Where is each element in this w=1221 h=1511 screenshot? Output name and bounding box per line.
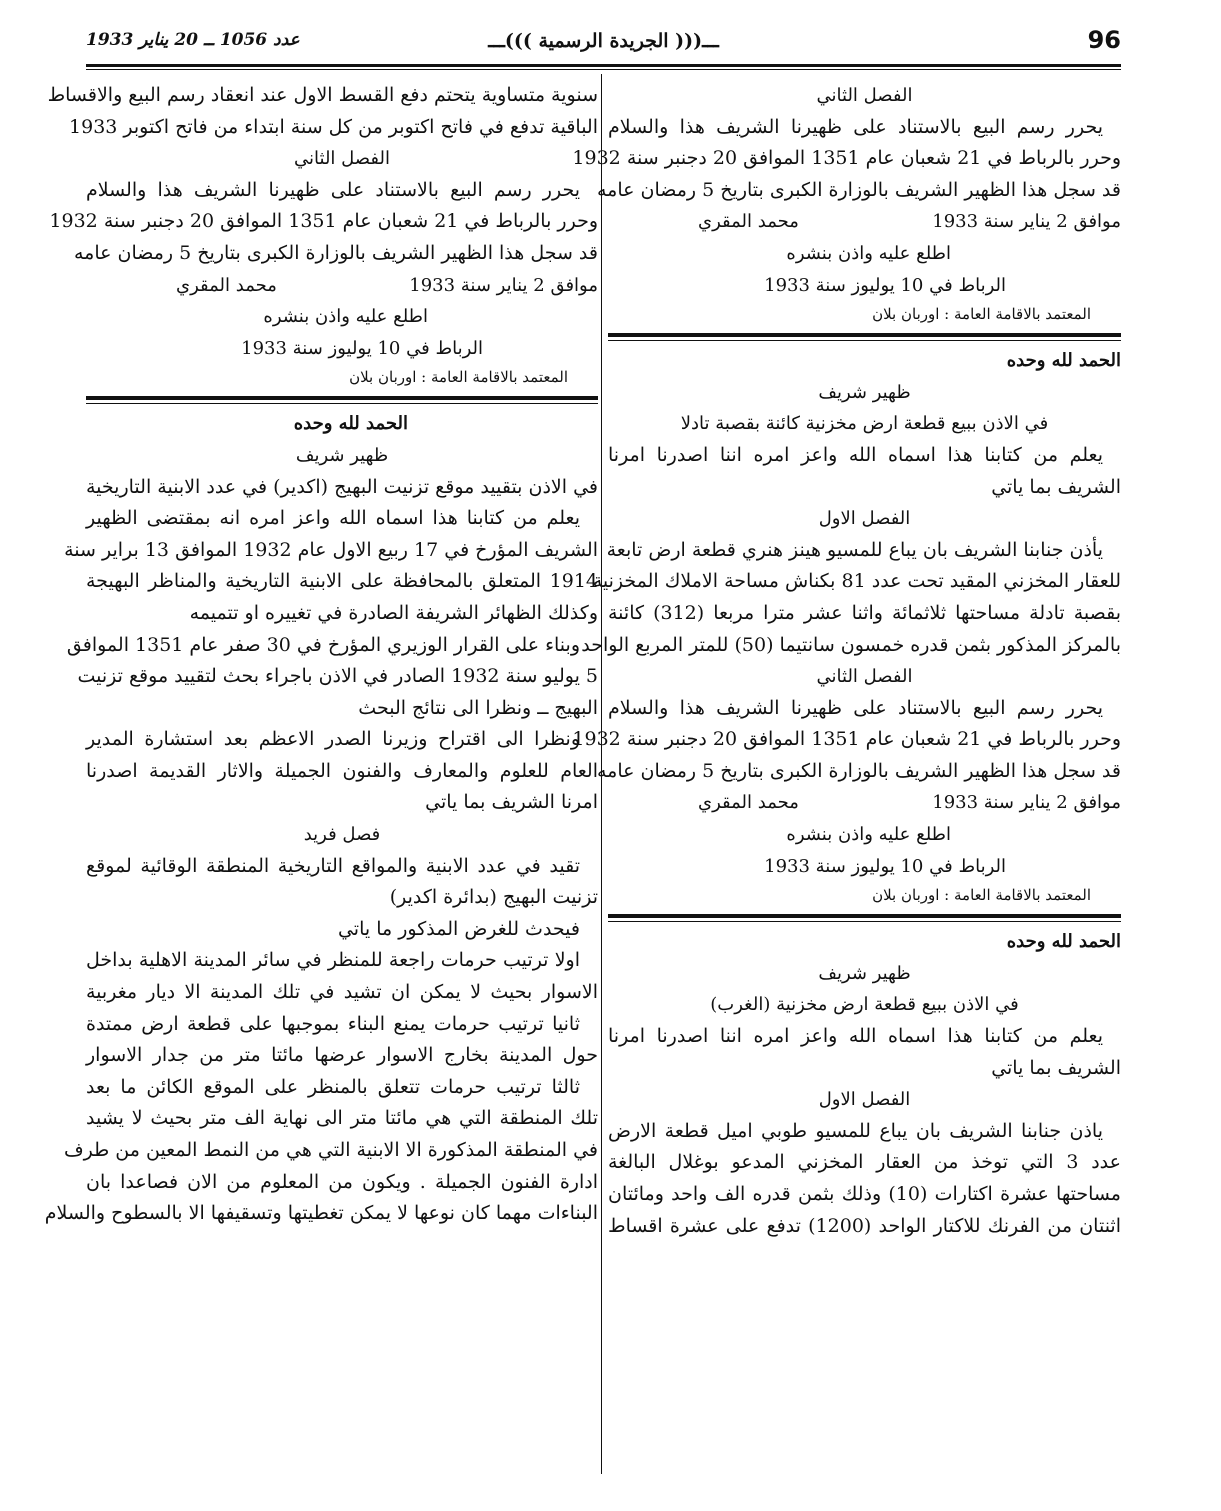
signer-name: محمد المقري	[698, 211, 799, 233]
section-heading: الفصل الثاني	[294, 148, 390, 170]
gazette-title: ـــ((( الجريدة الرسمية )))ـــ	[488, 30, 719, 52]
resident-signature: المعتمد بالاقامة العامة : اوربان بلان	[872, 886, 1091, 905]
section-separator	[608, 333, 1121, 337]
text-line: وبناء على القرار الوزيري المؤرخ في 30 صفر عام 1351 الموافق	[66, 633, 580, 656]
section-heading: الفصل الثاني	[816, 85, 913, 106]
date-signer-line	[86, 270, 598, 302]
text-line: اثنتان من الفرنك للاكتار الواحد (1200) تدفع على عشرة اقساط	[608, 1214, 1121, 1237]
rabat-date: الرباط في 10 يوليوز سنة 1933	[241, 337, 483, 359]
text-line: بالمركز المذكور بثمن قدره خمسون سانتيما (50) للمتر المربع الواحد	[581, 633, 1121, 656]
text-line: ثانيا ترتيب حرمات يمنع البناء بموجبها على قطعة ارض ممتدة	[86, 1012, 580, 1035]
page-number: 96	[1087, 26, 1121, 54]
text-line: وحرر بالرباط في 21 شعبان عام 1351 الموافق 20 دجنبر سنة 1932	[572, 147, 1121, 170]
dahir-subject: في الاذن ببيع قطعة ارض مخزنية (الغرب)	[710, 994, 1019, 1016]
text-line: يعلم من كتابنا هذا اسماه الله واعز امره اننا اصدرنا امرنا	[608, 443, 1103, 466]
text-line: يعلم من كتابنا هذا اسماه الله واعز امره اننا اصدرنا امرنا	[608, 1025, 1103, 1048]
text-line: ونظرا الى اقتراح وزيرنا الصدر الاعظم بعد استشارة المدير	[86, 728, 580, 751]
page-header	[86, 26, 1121, 60]
text-line: بقصبة تادلة مساحتها ثلاثمائة واثنا عشر مترا مربعا (312) كائنة	[608, 601, 1121, 624]
text-line: الشريف بما ياتي	[991, 1056, 1121, 1079]
text-line: مساحتها عشرة اكتارات (10) وذلك بثمن قدره الف واحد ومائتان	[608, 1183, 1121, 1205]
date-line: موافق 2 يناير سنة 1933	[932, 792, 1121, 814]
text-line: العام للعلوم والمعارف والفنون الجميلة والاثار القديمة اصدرنا	[86, 759, 598, 782]
text-line: حول المدينة بخارج الاسوار عرضها مائتا متر من جدار الاسوار	[86, 1044, 598, 1067]
header-rule-thin	[86, 69, 1121, 70]
dahir-subject: في الاذن بتقييد موقع تزنيت البهيج (اكدير) في عدد الابنية التاريخية	[86, 475, 598, 498]
text-line: يحرر رسم البيع بالاستناد على ظهيرنا الشريف هذا والسلام	[86, 178, 580, 201]
rabat-date: الرباط في 10 يوليوز سنة 1933	[764, 855, 1006, 877]
text-line: سنوية متساوية يتحتم دفع القسط الاول عند انعقاد رسم البيع والاقساط	[47, 84, 598, 106]
text-line: البهيج ــ ونظرا الى نتائج البحث	[358, 696, 598, 719]
text-line: الاسوار بحيث لا يمكن ان تشيد في تلك المدينة الا ديار مغربية	[86, 981, 598, 1004]
resident-signature: المعتمد بالاقامة العامة : اوربان بلان	[872, 305, 1091, 324]
praise-line: الحمد لله وحده	[1006, 350, 1121, 372]
approval-line: اطلع عليه واذن بنشره	[786, 824, 951, 846]
right-column	[572, 80, 1121, 1471]
resident-signature: المعتمد بالاقامة العامة : اوربان بلان	[349, 368, 568, 387]
header-rule	[86, 64, 1121, 67]
text-line: تزنيت البهيج (بدائرة اكدير)	[389, 886, 598, 909]
text-line: 5 يوليو سنة 1932 الصادر في الاذن باجراء بحث لتقييد موقع تزنيت	[77, 665, 598, 688]
approval-line: اطلع عليه واذن بنشره	[786, 242, 951, 264]
text-line: يأذن جنابنا الشريف بان يباع للمسيو هينز هنري قطعة ارض تابعة	[606, 538, 1103, 561]
text-line: قد سجل هذا الظهير الشريف بالوزارة الكبرى بتاريخ 5 رمضان عامه	[74, 241, 598, 264]
text-line: يحرر رسم البيع بالاستناد على ظهيرنا الشريف هذا والسلام	[608, 696, 1103, 719]
text-line: ثالثا ترتيب حرمات تتعلق بالمنظر على الموقع الكائن ما بعد	[86, 1075, 580, 1098]
section-separator	[608, 914, 1121, 918]
text-line: وكذلك الظهائر الشريفة الصادرة في تغييره او تتميمه	[189, 601, 598, 624]
section-heading: الفصل الثاني	[816, 666, 913, 688]
text-line: وحرر بالرباط في 21 شعبان عام 1351 الموافق 20 دجنبر سنة 1932	[572, 728, 1121, 751]
text-line: اولا ترتيب حرمات راجعة للمنظر في سائر المدينة الاهلية بداخل	[86, 949, 580, 972]
section-heading: فصل فريد	[303, 824, 381, 846]
date-line: موافق 2 يناير سنة 1933	[932, 211, 1121, 233]
dahir-title: ظهير شريف	[295, 444, 389, 466]
text-line: فيحدث للغرض المذكور ما ياتي	[337, 917, 580, 940]
text-line: في المنطقة المذكورة الا الابنية التي هي من النمط المعين من طرف	[63, 1139, 598, 1161]
dahir-title: ظهير شريف	[818, 381, 911, 403]
text-line: عدد 3 التي توخذ من العقار المخزني المدعو بوغلال البالغة	[608, 1151, 1121, 1174]
text-line: 1914 المتعلق بالمحافظة على الابنية التاريخية والمناظر البهيجة	[86, 570, 598, 593]
section-heading: الفصل الاول	[818, 508, 911, 530]
text-line: وحرر بالرباط في 21 شعبان عام 1351 الموافق 20 دجنبر سنة 1932	[49, 210, 598, 233]
approval-line: اطلع عليه واذن بنشره	[263, 306, 428, 328]
text-line: تقيد في عدد الابنية والمواقع التاريخية المنطقة الوقائية لموقع	[86, 854, 580, 877]
text-line: امرنا الشريف بما ياتي	[425, 791, 598, 814]
text-line: تلك المنطقة التي هي مائتا متر الى نهاية الف متر بحيث لا يشيد	[86, 1107, 598, 1130]
text-line: البناءات مهما كان نوعها لا يمكن تغطيتها وتسقيفها الا بالسطوح والسلام	[44, 1202, 598, 1225]
praise-line: الحمد لله وحده	[293, 413, 408, 435]
text-line: ادارة الفنون الجميلة . ويكون من المعلوم من الان فصاعدا بان	[86, 1170, 598, 1193]
praise-line: الحمد لله وحده	[1006, 931, 1121, 953]
text-line: قد سجل هذا الظهير الشريف بالوزارة الكبرى بتاريخ 5 رمضان عامه	[597, 759, 1121, 782]
section-separator	[86, 396, 598, 400]
text-line: الباقية تدفع في فاتح اكتوبر من كل سنة ابتداء من فاتح اكتوبر 1933	[69, 115, 598, 138]
date-line: موافق 2 يناير سنة 1933	[409, 274, 598, 296]
left-column	[44, 80, 598, 1471]
section-heading: الفصل الاول	[818, 1089, 911, 1111]
text-line: يعلم من كتابنا هذا اسماه الله واعز امره انه بمقتضى الظهير	[86, 507, 580, 530]
rabat-date: الرباط في 10 يوليوز سنة 1933	[764, 274, 1006, 296]
text-line: ياذن جنابنا الشريف بان يباع للمسيو طوبي اميل قطعة الارض	[608, 1119, 1103, 1142]
dahir-title: ظهير شريف	[818, 962, 911, 984]
issue-date: عدد 1056 ــ 20 يناير 1933	[86, 30, 300, 50]
text-line: يحرر رسم البيع بالاستناد على ظهيرنا الشريف هذا والسلام	[608, 115, 1103, 138]
date-signer-line	[608, 206, 1121, 238]
text-line: للعقار المخزني المقيد تحت عدد 81 بكناش مساحة الاملاك المخزنية	[592, 570, 1121, 593]
text-line: الشريف بما ياتي	[991, 475, 1121, 498]
signer-name: محمد المقري	[176, 274, 277, 296]
signer-name: محمد المقري	[698, 792, 799, 814]
date-signer-line	[608, 787, 1121, 819]
text-line: الشريف المؤرخ في 17 ربيع الاول عام 1932 الموافق 13 براير سنة	[64, 538, 598, 561]
text-line: قد سجل هذا الظهير الشريف بالوزارة الكبرى بتاريخ 5 رمضان عامه	[597, 178, 1121, 201]
dahir-subject: في الاذن ببيع قطعة ارض مخزنية كائنة بقصبة تادلا	[680, 413, 1049, 435]
